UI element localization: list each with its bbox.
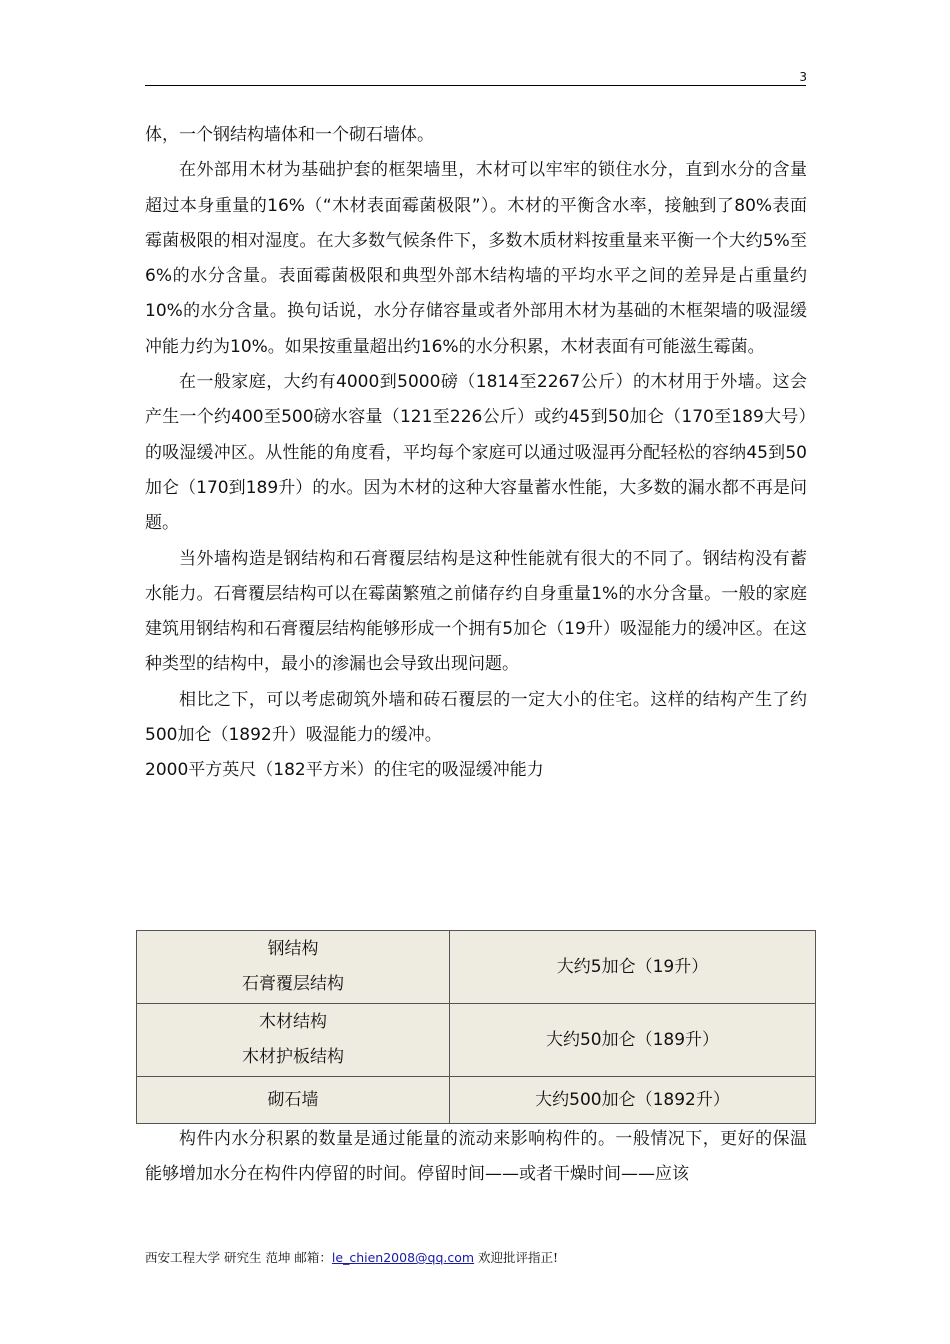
footer — [145, 1248, 558, 1266]
table-cell-capacity: 大约500加仑（1892升） — [450, 1077, 816, 1124]
footer-suffix: 欢迎批评指正! — [474, 1250, 559, 1265]
body-text — [145, 118, 807, 789]
table-caption: 2000平方英尺（182平方米）的住宅的吸湿缓冲能力 — [145, 760, 544, 781]
after-text — [145, 1122, 807, 1193]
structure-line: 木材护板结构 — [242, 1047, 344, 1067]
table-cell-capacity: 大约50加仑（189升） — [450, 1004, 816, 1077]
table-cell-structure — [137, 1004, 450, 1077]
structure-line: 石膏覆层结构 — [242, 974, 344, 994]
structure-line: 砌石墙 — [267, 1089, 319, 1110]
paragraph-continued: 体，一个钢结构墙体和一个砌石墙体。 — [145, 125, 434, 145]
paragraph-wood-moisture: 在外部用木材为基础护套的框架墙里，木材可以牢牢的锁住水分，直到水分的含量超过本身重量的16%（“木材表面霉菌极限”）。木材的平衡含水率，接触到了80%表面霉菌极限的相对湿度。在大多数气候条件下，多数木质材料按重量来平衡一个大约5%至6%的水分含量。表面霉菌极限和典型外部木结构墙的平均水平之间的差异是占重量约10%的水分含量。换句话说，水分存储容量或者外部用木材为基础的木框架墙的吸湿缓冲能力约为10%。如果按重量超出约16%的水分积累，木材表面有可能滋生霉菌。 — [145, 160, 807, 357]
table-cell-structure — [137, 931, 450, 1004]
page-number: 3 — [799, 70, 807, 84]
paragraph-masonry: 相比之下，可以考虑砌筑外墙和砖石覆层的一定大小的住宅。这样的结构产生了约500加仑（1892升）吸湿能力的缓冲。 — [145, 689, 807, 746]
paragraph-steel-gypsum: 当外墙构造是钢结构和石膏覆层结构是这种性能就有很大的不同了。钢结构没有蓄水能力。石膏覆层结构可以在霉菌繁殖之前储存约自身重量1%的水分含量。一般的家庭建筑用钢结构和石膏覆层结构能够形成一个拥有5加仑（19升）吸湿能力的缓冲区。在这种类型的结构中，最小的渗漏也会导致出现问题。 — [145, 548, 807, 675]
structure-line: 钢结构 — [267, 939, 319, 959]
table-cell-capacity: 大约5加仑（19升） — [450, 931, 816, 1004]
table-row — [137, 1004, 816, 1077]
structure-line: 木材结构 — [259, 1012, 327, 1032]
table-cell-structure — [137, 1077, 450, 1124]
paragraph-energy-flow: 构件内水分积累的数量是通过能量的流动来影响构件的。一般情况下，更好的保温能够增加水分在构件内停留的时间。停留时间——或者干燥时间——应该 — [145, 1129, 807, 1185]
hygric-buffer-table — [136, 930, 816, 1124]
footer-email-link[interactable]: le_chien2008@qq.com — [331, 1250, 475, 1265]
header-rule — [145, 85, 806, 86]
footer-prefix: 西安工程大学 研究生 范坤 邮箱： — [145, 1250, 332, 1265]
table-row — [137, 1077, 816, 1124]
table-row — [137, 931, 816, 1004]
paragraph-household-wood: 在一般家庭，大约有4000到5000磅（1814至2267公斤）的木材用于外墙。这会产生一个约400至500磅水容量（121至226公斤）或约45到50加仑（170至189大号）的吸湿缓冲区。从性能的角度看，平均每个家庭可以通过吸湿再分配轻松的容纳45到50加仑（170到189升）的水。因为木材的这种大容量蓄水性能，大多数的漏水都不再是问题。 — [145, 372, 807, 534]
